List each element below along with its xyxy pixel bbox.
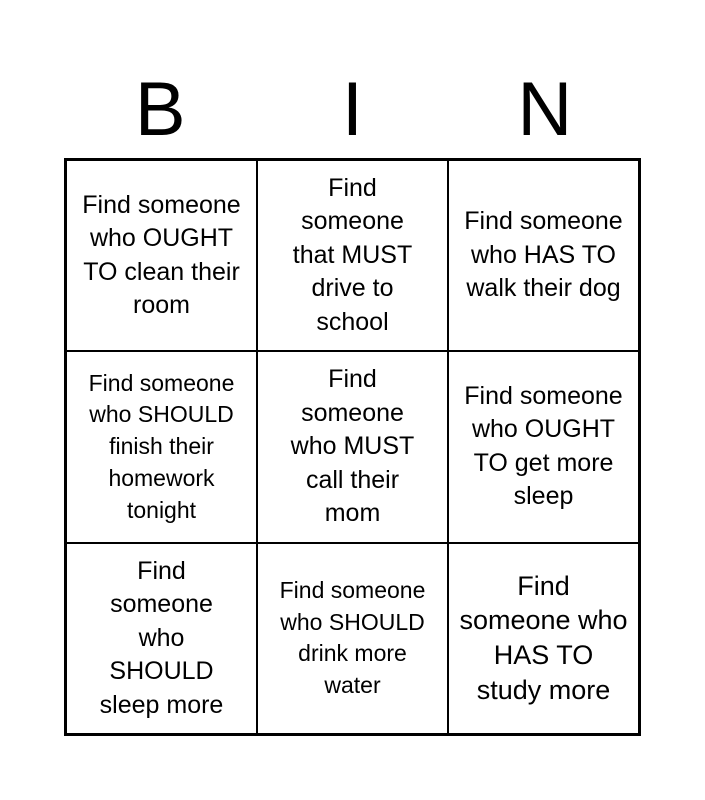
bingo-cell[interactable] xyxy=(66,160,257,351)
bingo-cell[interactable] xyxy=(257,160,448,351)
bingo-grid xyxy=(64,158,641,736)
bingo-cell[interactable] xyxy=(448,543,639,734)
header-letter-i: I xyxy=(341,67,364,152)
cell-text: Find someone who MUST call their mom xyxy=(290,365,415,528)
bingo-cell[interactable] xyxy=(257,543,448,734)
bingo-header xyxy=(64,62,641,158)
cell-text: Find someone who OUGHT TO get more sleep xyxy=(464,381,623,511)
cell-text: Find someone who SHOULD sleep more xyxy=(99,556,224,719)
bingo-cell[interactable] xyxy=(66,543,257,734)
header-letter-b: B xyxy=(134,67,186,152)
bingo-cell[interactable] xyxy=(448,351,639,542)
cell-text: Find someone who OUGHT TO clean their room xyxy=(82,190,241,320)
bingo-cell[interactable] xyxy=(66,351,257,542)
cell-text: Find someone who SHOULD drink more water xyxy=(279,576,426,699)
header-letter-n: N xyxy=(517,67,573,152)
bingo-cell[interactable] xyxy=(448,160,639,351)
cell-text: Find someone who SHOULD finish their homework tonight xyxy=(88,369,235,523)
cell-text: Find someone that MUST drive to school xyxy=(292,173,413,336)
cell-text: Find someone who HAS TO walk their dog xyxy=(464,207,623,303)
cell-text: Find someone who HAS TO study more xyxy=(459,570,628,706)
bingo-cell[interactable] xyxy=(257,351,448,542)
